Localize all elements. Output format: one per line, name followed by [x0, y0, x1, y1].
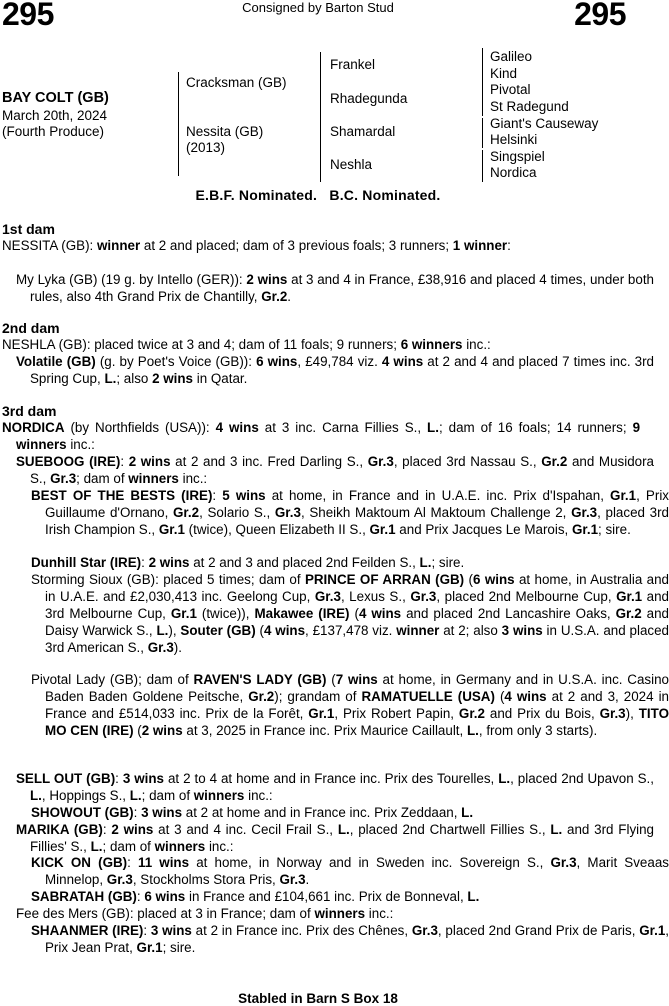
produce-storming-sioux: Storming Sioux (GB): placed 5 times; dam of PRINCE OF ARRAN (GB) (6 wins at home, in Australia and in U.A.E. and £2,030,413 inc. Geelong Cup, Gr.3, Lexus S., Gr.3, placed 2nd Melbourne Cup, Gr.1 and 3rd Melbourne Cup, Gr.1 (twice)), Makawee (IRE) (4 wins and placed 2nd Lancashire Oaks, Gr.2 and Daisy Warwick S., L.), Souter (GB) (4 wins, £137,478 viz. winner at 2; also 3 wins in U.S.A. and placed 3rd American S., Gr.3).: [31, 572, 669, 655]
pedigree-sire: Cracksman (GB): [186, 75, 287, 90]
pedigree-line-3c: [482, 118, 483, 148]
pedigree-g3: Pivotal: [490, 82, 531, 97]
pedigree-g4: St Radegund: [490, 99, 569, 114]
section-first-dam: 1st dam: [2, 221, 55, 237]
horse-name: BAY COLT (GB): [2, 90, 109, 106]
produce-sell-out: SELL OUT (GB): 3 wins at 2 to 4 at home and in France inc. Prix des Tourelles, L., placed 2nd Upavon S., L., Hoppings S., L.; dam of winners inc.:: [16, 771, 654, 803]
second-dam-produce-1: Volatile (GB) (g. by Poet's Voice (GB)): 6 wins, £49,784 viz. 4 wins at 2 and 4 and placed 7 times inc. 3rd Spring Cup, L.; also 2 wins in Qatar.: [16, 354, 654, 386]
pedigree-g1: Galileo: [490, 49, 533, 64]
pedigree-line-1: [178, 72, 179, 176]
consignor: Consigned by Barton Stud: [242, 0, 394, 15]
stabling-info: Stabled in Barn S Box 18: [238, 991, 398, 1006]
pedigree-dam-dam: Neshla: [330, 157, 373, 172]
first-dam-paragraph: NESSITA (GB): winner at 2 and placed; dam of 3 previous foals; 3 runners; 1 winner:: [2, 238, 511, 253]
produce-kick-on: KICK ON (GB): 11 wins at home, in Norway and in Sweden inc. Sovereign S., Gr.3, Marit Sveaas Minnelop, Gr.3, Stockholms Stora Pris, Gr.3.: [31, 855, 669, 887]
produce-sueboog: SUEBOOG (IRE): 2 wins at 2 and 3 inc. Fred Darling S., Gr.3, placed 3rd Nassau S., Gr.2 and Musidora S., Gr.3; dam of winners inc.:: [16, 454, 654, 486]
section-second-dam: 2nd dam: [2, 320, 60, 336]
pedigree-g5: Giant's Causeway: [490, 116, 599, 131]
produce-marika: MARIKA (GB): 2 wins at 3 and 4 inc. Cecil Frail S., L., placed 2nd Chartwell Fillies S., L. and 3rd Flying Fillies' S., L.; dam of winners inc.:: [16, 822, 655, 854]
pedigree-line-2a: [320, 52, 321, 124]
lot-number-left: 295: [2, 0, 54, 32]
pedigree-line-3d: [482, 150, 483, 182]
nomination-line: E.B.F. Nominated. B.C. Nominated.: [195, 187, 441, 203]
produce-sabratah: SABRATAH (GB): 6 wins in France and £104,661 inc. Prix de Bonneval, L.: [31, 889, 480, 904]
pedigree-dam: Nessita (GB): [186, 124, 264, 139]
pedigree-line-3b: [482, 86, 483, 116]
produce-showout: SHOWOUT (GB): 3 wins at 2 at home and in France inc. Prix Zeddaan, L.: [31, 805, 474, 820]
produce-fee-des-mers: Fee des Mers (GB): placed at 3 in France; dam of winners inc.:: [16, 906, 394, 921]
pedigree-dam-year: (2013): [186, 140, 226, 155]
pedigree-g2: Kind: [490, 66, 518, 81]
section-third-dam: 3rd dam: [2, 403, 57, 419]
produce-pivotal-lady: Pivotal Lady (GB); dam of RAVEN'S LADY (GB) (7 wins at home, in Germany and in U.S.A. inc. Casino Baden Baden Goldene Peitsche, Gr.2); grandam of RAMATUELLE (USA) (4 wins at 2 and 3, 2024 in France and £514,033 inc. Prix de la Forêt, Gr.1, Prix Robert Papin, Gr.2 and Prix du Bois, Gr.3), TITO MO CEN (IRE) (2 wins at 3, 2025 in France inc. Prix Maurice Caillault, L., from only 3 starts).: [31, 672, 669, 738]
produce-dunhill-star: Dunhill Star (IRE): 2 wins at 2 and 3 and placed 2nd Feilden S., L.; sire.: [31, 555, 465, 570]
produce-shaanmer: SHAANMER (IRE): 3 wins at 2 in France inc. Prix des Chênes, Gr.3, placed 2nd Grand Prix de Paris, Gr.1, Prix Jean Prat, Gr.1; sire.: [31, 923, 669, 955]
first-dam-produce-1: My Lyka (GB) (19 g. by Intello (GER)): 2 wins at 3 and 4 in France, £38,916 and placed 4 times, under both rules, also 4th Grand Prix de Chantilly, Gr.2.: [16, 272, 654, 304]
horse-produce: (Fourth Produce): [2, 124, 105, 139]
pedigree-line-3a: [482, 48, 483, 86]
pedigree-sire-dam: Rhadegunda: [330, 91, 408, 106]
pedigree-g7: Singspiel: [490, 149, 545, 164]
pedigree-dam-sire: Shamardal: [330, 124, 396, 139]
third-dam-paragraph: NORDICA (by Northfields (USA)): 4 wins at 3 inc. Carna Fillies S., L.; dam of 16 foals; 14 runners; 9 winners inc.:: [2, 420, 641, 452]
pedigree-g6: Helsinki: [490, 132, 538, 147]
lot-number-right: 295: [574, 0, 626, 32]
second-dam-paragraph: NESHLA (GB): placed twice at 3 and 4; dam of 11 foals; 9 runners; 6 winners inc.:: [2, 337, 491, 352]
pedigree-g8: Nordica: [490, 165, 537, 180]
pedigree-line-2b: [320, 118, 321, 182]
produce-best-of-the-bests: BEST OF THE BESTS (IRE): 5 wins at home, in France and in U.A.E. inc. Prix d'Ispahan, Gr.1, Prix Guillaume d'Ornano, Gr.2, Solario S., Gr.3, Sheikh Maktoum Al Maktoum Challenge 2, Gr.3, placed 3rd Irish Champion S., Gr.1 (twice), Queen Elizabeth II S., Gr.1 and Prix Jacques Le Marois, Gr.1; sire.: [31, 488, 669, 537]
horse-dob: March 20th, 2024: [2, 108, 108, 123]
pedigree-sire-sire: Frankel: [330, 57, 376, 72]
